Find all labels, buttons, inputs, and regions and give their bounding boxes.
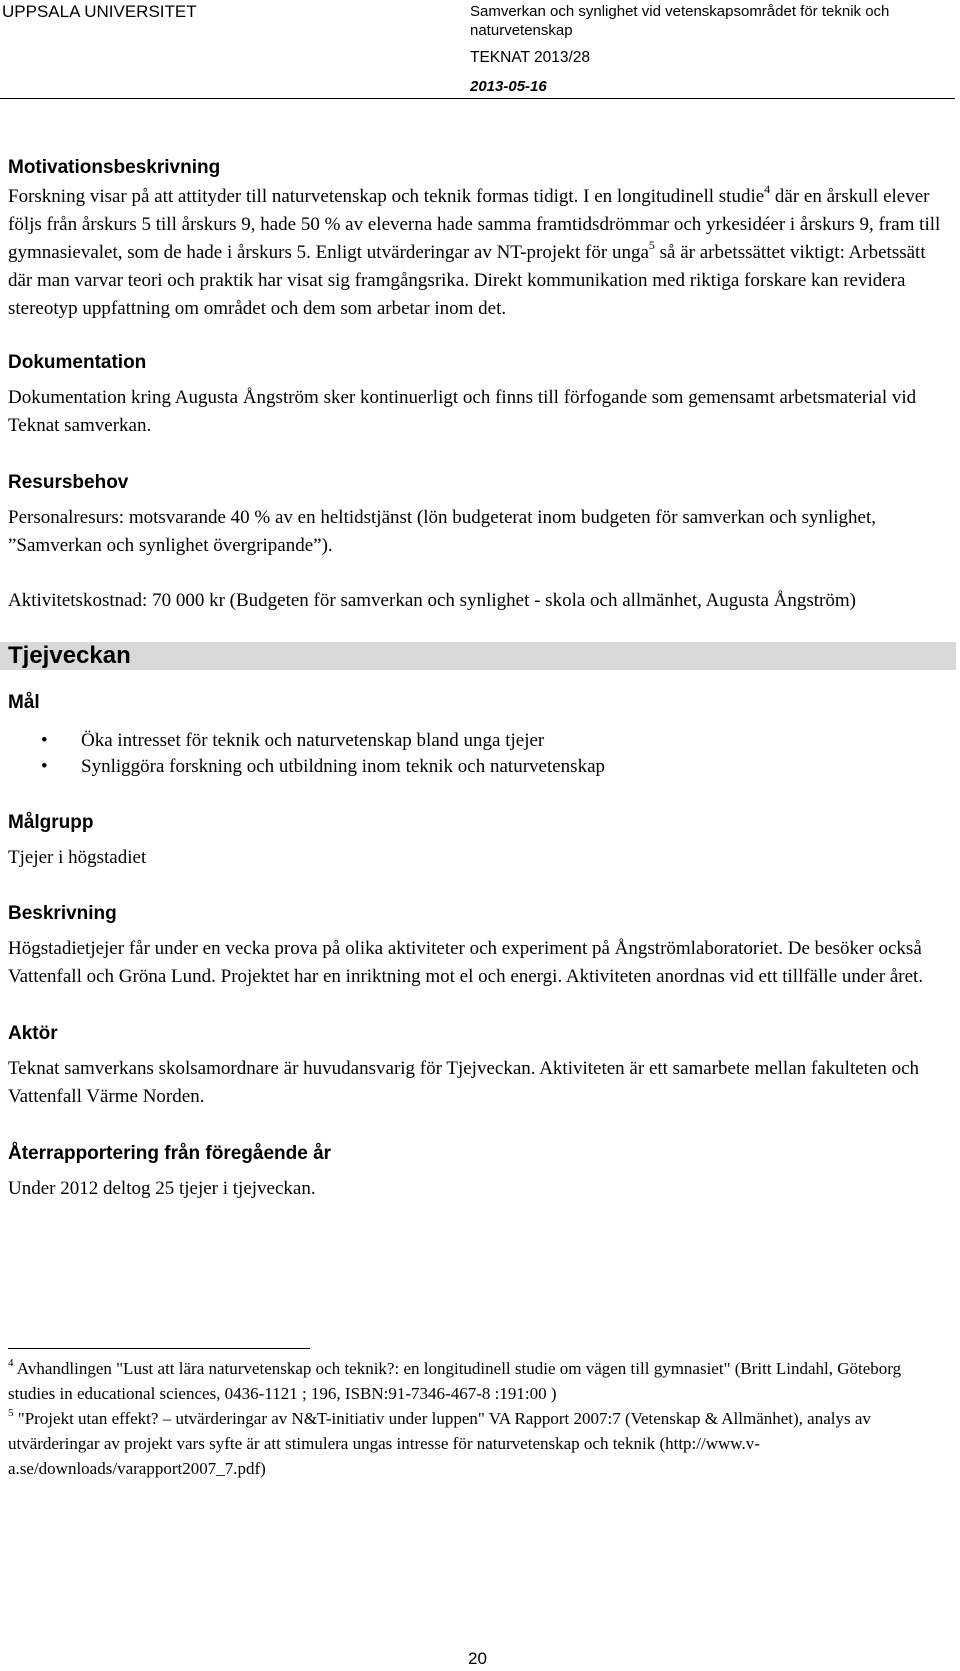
university-name: UPPSALA UNIVERSITET bbox=[2, 2, 197, 21]
documentation-paragraph: Dokumentation kring Augusta Ångström sker kontinuerligt och finns till förfogande som gemensamt arbetsmaterial vid Teknat samverkan. bbox=[8, 387, 917, 436]
actor-text: Teknat samverkans skolsamordnare är huvudansvarig för Tjejveckan. Aktiviteten är ett samarbete mellan fakulteten och Vattenfall Värme Norden. bbox=[8, 1058, 920, 1107]
resources-personnel: Personalresurs: motsvarande 40 % av en heltidstjänst (lön budgeterat inom budgeten för samverkan och synlighet, ”Samverkan och synlighet övergripande”). bbox=[8, 507, 876, 556]
goal-text: Synliggöra forskning och utbildning inom teknik och naturvetenskap bbox=[81, 756, 606, 777]
main-content bbox=[8, 155, 948, 1203]
goal-list bbox=[8, 728, 948, 780]
description-text: Högstadietjejer får under en vecka prova på olika aktiviteter och experiment på Ångströmlaboratoriet. De besöker också Vattenfall och Gröna Lund. Projektet har en inriktning mot el och energi. Aktiviteten anordnas vid ett tillfälle under året. bbox=[8, 938, 924, 987]
footnote-4 bbox=[8, 1356, 948, 1406]
report-heading: Återrapportering från föregående år bbox=[8, 1143, 332, 1164]
footnote-ref-5[interactable]: 5 bbox=[648, 238, 655, 252]
document-date: 2013-05-16 bbox=[470, 78, 547, 95]
motivation-text-3: så är arbetssättet viktigt: Arbetssätt där man varvar teori och praktik har visat sig framgångsrika. Direkt kommunikation med riktiga forskare kan revidera stereotyp uppfattning om området och dem som arbetar inom det. bbox=[8, 242, 926, 319]
motivation-heading: Motivationsbeskrivning bbox=[8, 157, 221, 178]
motivation-paragraph bbox=[8, 183, 948, 323]
footnote-number: 4 bbox=[8, 1357, 14, 1369]
target-group-heading: Målgrupp bbox=[8, 812, 94, 833]
goal-text: Öka intresset för teknik och naturvetenskap bland unga tjejer bbox=[81, 730, 545, 751]
document-code: TEKNAT 2013/28 bbox=[470, 49, 591, 66]
target-group-text: Tjejer i högstadiet bbox=[8, 847, 147, 868]
header-divider bbox=[0, 98, 955, 99]
goal-heading: Mål bbox=[8, 692, 40, 713]
report-text: Under 2012 deltog 25 tjejer i tjejveckan. bbox=[8, 1178, 316, 1199]
page-header bbox=[0, 0, 955, 100]
documentation-heading: Dokumentation bbox=[8, 352, 147, 373]
footnote-text: "Projekt utan effekt? – utvärderingar av N&T-initiativ under luppen" VA Rapport 2007:7 (Vetenskap & Allmänhet), analys av utvärderingar av projekt vars syfte är att stimulera ungas intresse för naturvetenskap och teknik (http://www.v-a.se/downloads/varapport2007_7.pdf) bbox=[8, 1409, 871, 1478]
goal-item bbox=[8, 754, 948, 780]
resources-cost: Aktivitetskostnad: 70 000 kr (Budgeten för samverkan och synlighet - skola och allmänhet, Augusta Ångström) bbox=[8, 590, 856, 611]
motivation-text-2: där en årskull elever följs från årskurs 5 till årskurs 9, hade 50 % av eleverna hade samma framtidsdrömmar och yrkesidéer i årskurs 9, fram till gymnasievalet, som de hade i årskurs 5. Enligt utvärderingar av NT-projekt för unga bbox=[8, 186, 941, 263]
document-title: Samverkan och synlighet vid vetenskapsområdet för teknik och naturvetenskap bbox=[470, 3, 890, 39]
bullet: • bbox=[41, 730, 48, 751]
footnotes bbox=[8, 1356, 948, 1481]
footnote-ref-4[interactable]: 4 bbox=[764, 182, 771, 196]
footnote-text: Avhandlingen "Lust att lära naturvetenskap och teknik?: en longitudinell studie om vägen till gymnasiet" (Britt Lindahl, Göteborg studies in educational sciences, 0436-1121 ; 196, ISBN:91-7346-467-8 :191:00 ) bbox=[8, 1359, 902, 1403]
bullet: • bbox=[41, 756, 48, 777]
header-meta bbox=[470, 2, 940, 96]
motivation-text-1: Forskning visar på att attityder till naturvetenskap och teknik formas tidigt. I en longitudinell studie bbox=[8, 186, 765, 207]
tjejveckan-title: Tjejveckan bbox=[0, 642, 956, 670]
page-number: 20 bbox=[468, 1649, 487, 1668]
resources-heading: Resursbehov bbox=[8, 472, 129, 493]
description-heading: Beskrivning bbox=[8, 903, 117, 924]
goal-item bbox=[8, 728, 948, 754]
footnote-number: 5 bbox=[8, 1407, 14, 1419]
actor-heading: Aktör bbox=[8, 1023, 58, 1044]
footnote-separator bbox=[8, 1348, 310, 1349]
footnote-5 bbox=[8, 1406, 948, 1481]
